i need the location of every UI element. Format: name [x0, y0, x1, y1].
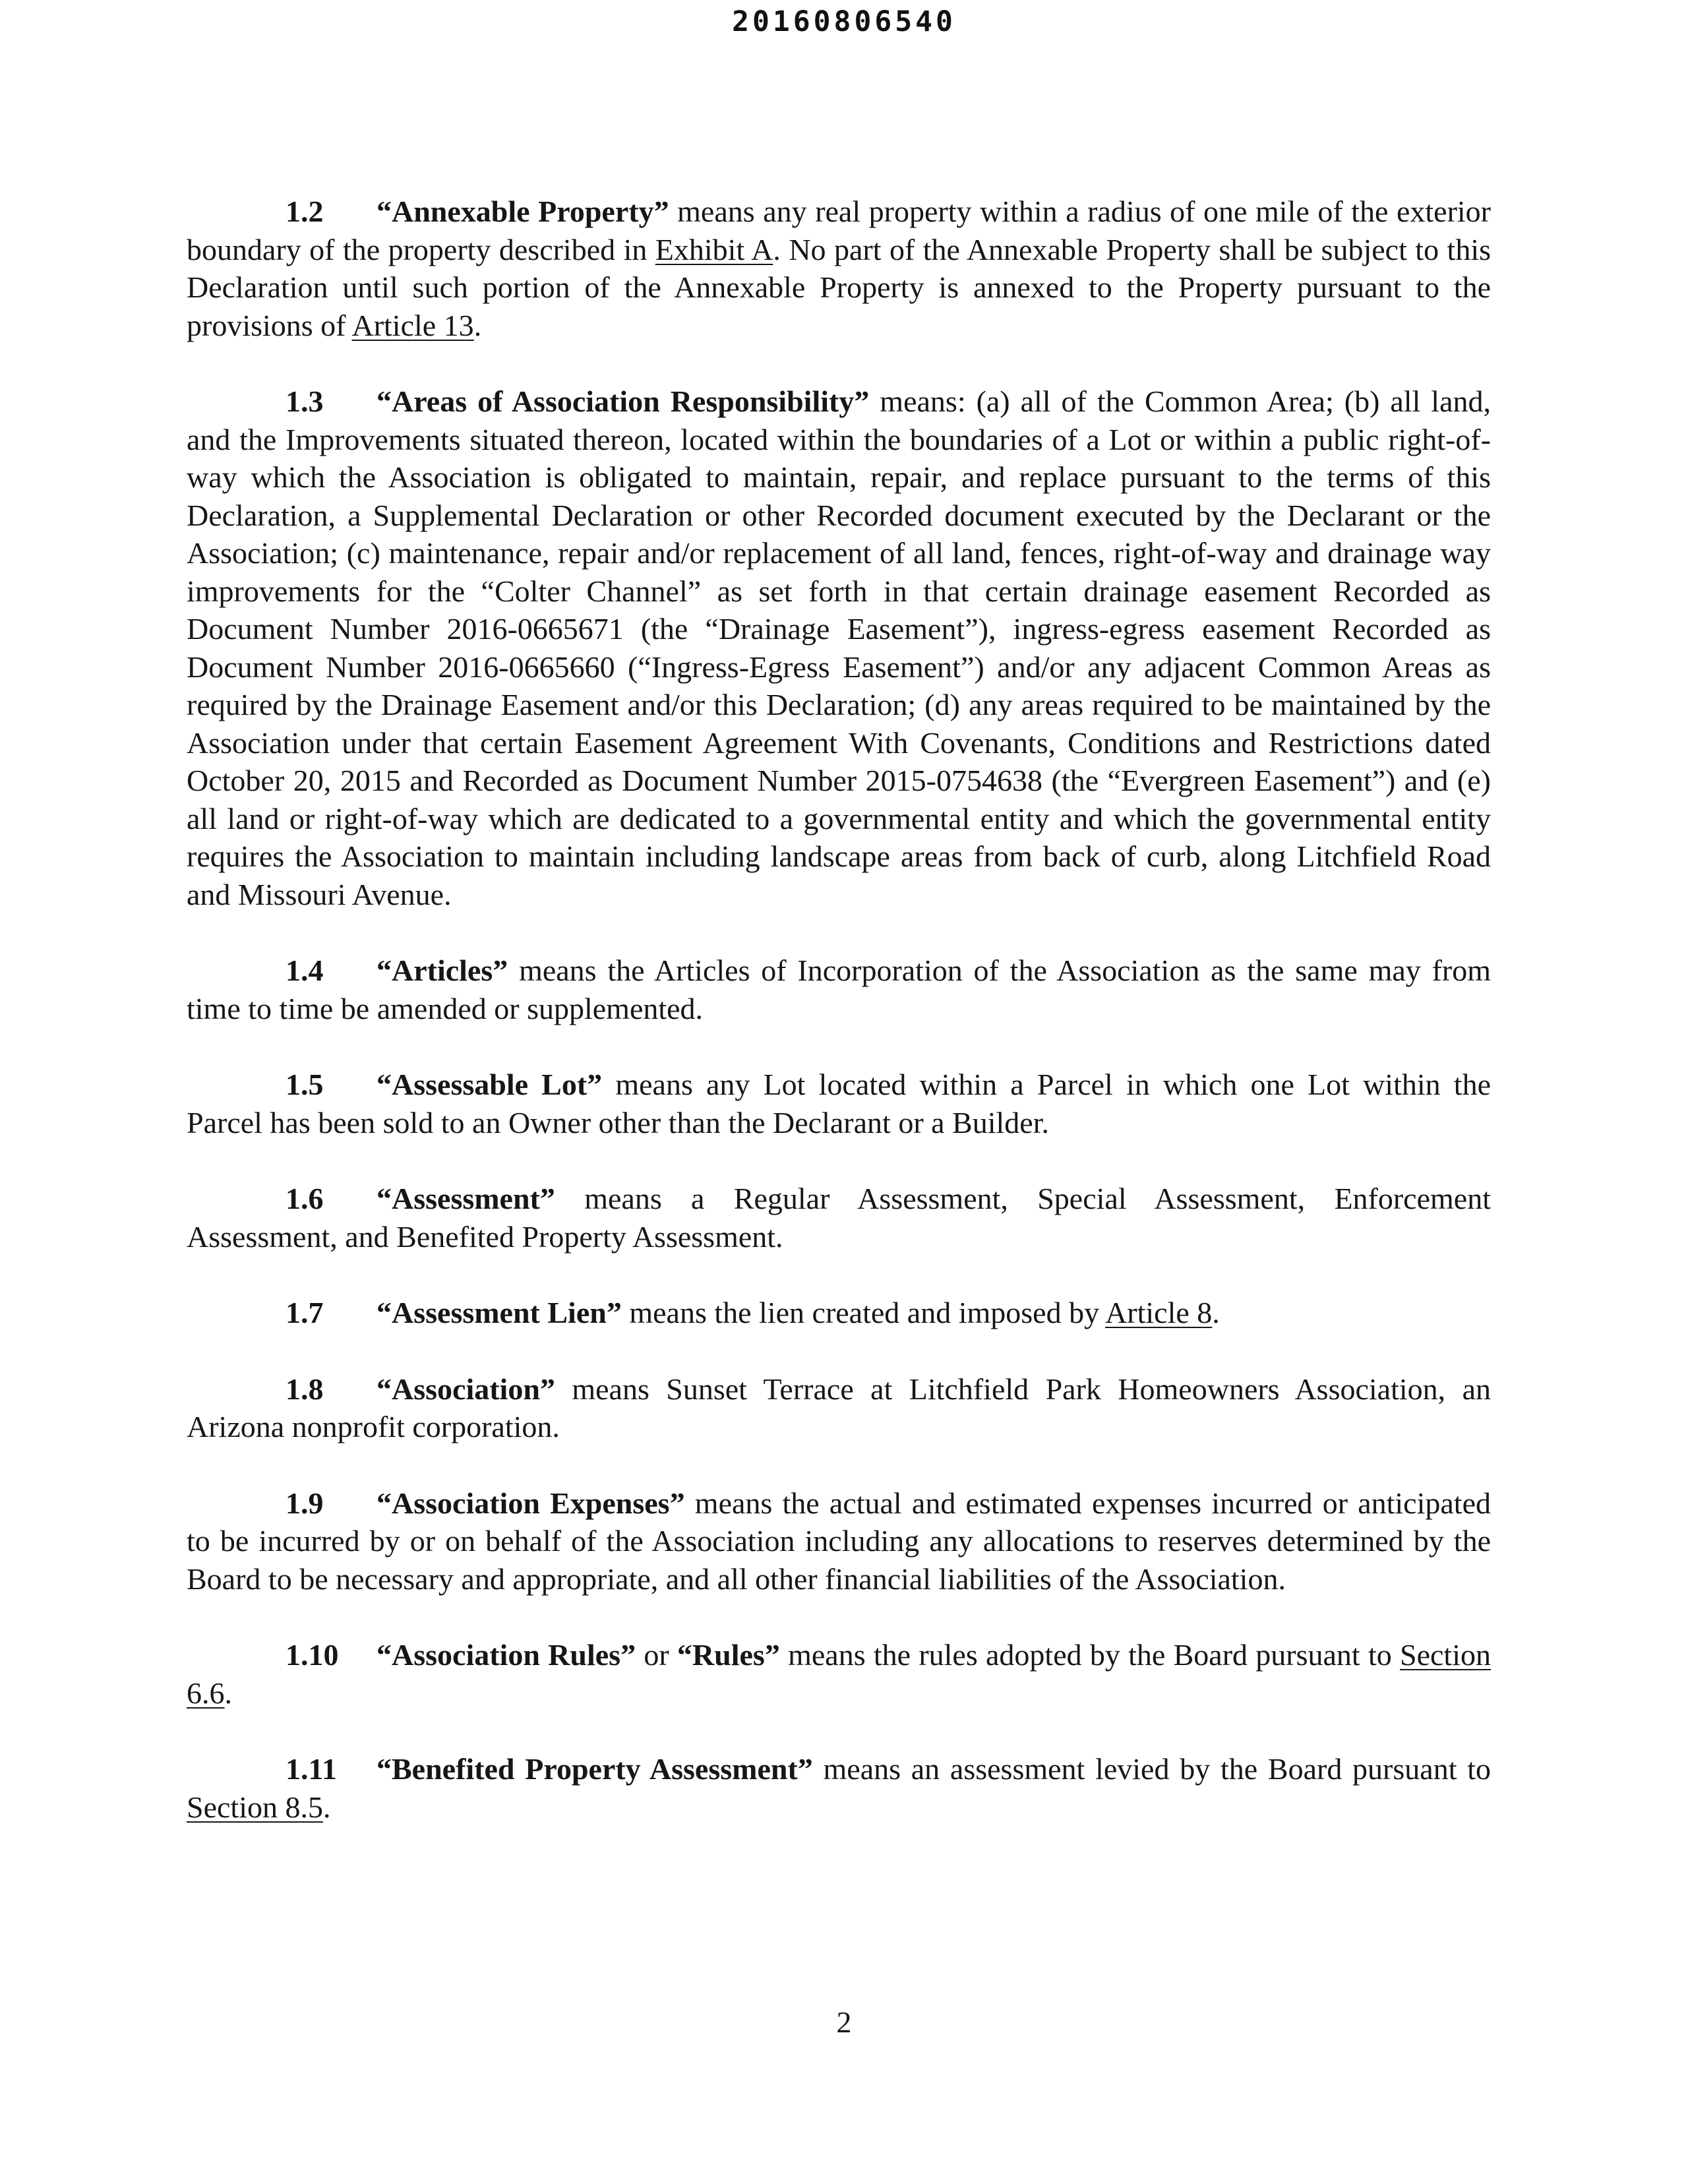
definition-text: means the actual and estimated expenses incurred or anticipated to be incurred by or on behalf of the Association including any allocations to reserves determined by the Board to be necessary and appropriate, and all other financial liabilities of the Association. — [187, 1486, 1491, 1596]
definition-1-8 — [187, 1370, 1491, 1446]
definition-1-3 — [187, 382, 1491, 913]
definition-text: . — [322, 1790, 331, 1824]
definition-text: or — [636, 1638, 677, 1672]
section-number: 1.6 — [286, 1182, 324, 1215]
definition-text: . — [1212, 1296, 1220, 1329]
definition-1-10 — [187, 1636, 1491, 1712]
defined-term: “Association Expenses” — [377, 1486, 685, 1520]
cross-reference: Section 6.6 — [187, 1638, 1491, 1710]
defined-term: “Association Rules” — [377, 1638, 636, 1672]
section-number: 1.2 — [286, 195, 324, 228]
definition-text: means the Articles of Incorporation of the Association as the same may from time to time be amended or supplemented. — [187, 954, 1491, 1025]
cross-reference: Section 8.5 — [187, 1790, 323, 1824]
definitions-body — [187, 193, 1491, 1864]
definition-text: means the lien created and imposed by — [621, 1296, 1106, 1329]
definition-1-7 — [187, 1294, 1491, 1332]
recording-number: 20160806540 — [732, 5, 956, 38]
defined-term: “Assessment” — [377, 1182, 555, 1215]
cross-reference: Exhibit A — [655, 232, 773, 266]
cross-reference: Article 13 — [351, 308, 474, 342]
page-number: 2 — [836, 2005, 852, 2039]
section-number: 1.3 — [286, 384, 324, 418]
defined-term: “Articles” — [377, 954, 508, 987]
definition-text: . No part of the Annexable Property shall be subject to this Declaration until such portion of the Annexable Property is annexed to the Property pursuant to the provisions of — [187, 232, 1491, 342]
definition-text: means an assessment levied by the Board pursuant to — [812, 1752, 1491, 1786]
section-number: 1.10 — [286, 1638, 339, 1672]
definition-text: means: (a) all of the Common Area; (b) all land, and the Improvements situated thereon, located within the boundaries of a Lot or within a public right-of-way which the Association is obligated to maintain, repair, and replace pursuant to the terms of this Declaration, a Supplemental Declaration or other Recorded document executed by the Declarant or the Association; (c) maintenance, repair and/or replacement of all land, fences, right-of-way and drainage way improvements for the “Colter Channel” as set forth in that certain drainage easement Recorded as Document Number 2016-0665671 (the “Drainage Easement”), ingress-egress easement Recorded as Document Number 2016-0665660 (“Ingress-Egress Easement”) and/or any adjacent Common Areas as required by the Drainage Easement and/or this Declaration; (d) any areas required to be maintained by the Association under that certain Easement Agreement With Covenants, Conditions and Restrictions dated October 20, 2015 and Recorded as Document Number 2015-0754638 (the “Evergreen Easement”) and (e) all land or right-of-way which are dedicated to a governmental entity and which the governmental entity requires the Association to maintain including landscape areas from back of curb, along Litchfield Road and Missouri Avenue. — [187, 384, 1492, 911]
definition-text: . — [224, 1676, 232, 1710]
definition-text: means a Regular Assessment, Special Assessment, Enforcement Assessment, and Benefited Property Assessment. — [187, 1182, 1491, 1254]
defined-term: “Annexable Property” — [377, 195, 669, 228]
section-number: 1.4 — [286, 954, 324, 987]
defined-term: “Assessment Lien” — [377, 1296, 622, 1329]
definition-1-5 — [187, 1066, 1491, 1141]
definition-text: . — [473, 308, 482, 342]
definition-text: means any Lot located within a Parcel in which one Lot within the Parcel has been sold to an Owner other than the Declarant or a Builder. — [187, 1068, 1491, 1139]
definition-text: means Sunset Terrace at Litchfield Park Homeowners Association, an Arizona nonprofit corporation. — [187, 1372, 1491, 1443]
defined-term: “Assessable Lot” — [377, 1068, 603, 1101]
section-number: 1.5 — [286, 1068, 324, 1101]
cross-reference: Article 8 — [1105, 1296, 1213, 1329]
defined-term: “Benefited Property Assessment” — [377, 1752, 813, 1786]
section-number: 1.11 — [286, 1752, 337, 1786]
section-number: 1.8 — [286, 1372, 324, 1406]
section-number: 1.9 — [286, 1486, 324, 1520]
definition-text: means the rules adopted by the Board pursuant to — [779, 1638, 1401, 1672]
defined-term: “Rules” — [677, 1638, 780, 1672]
definition-1-11 — [187, 1750, 1491, 1826]
section-number: 1.7 — [286, 1296, 324, 1329]
defined-term: “Association” — [377, 1372, 555, 1406]
definition-text: means any real property within a radius of one mile of the exterior boundary of the property described in — [187, 195, 1491, 266]
definition-1-6 — [187, 1180, 1491, 1256]
definition-1-2 — [187, 193, 1491, 344]
defined-term: “Areas of Association Responsibility” — [377, 384, 870, 418]
definition-1-4 — [187, 952, 1491, 1027]
definition-1-9 — [187, 1484, 1491, 1598]
